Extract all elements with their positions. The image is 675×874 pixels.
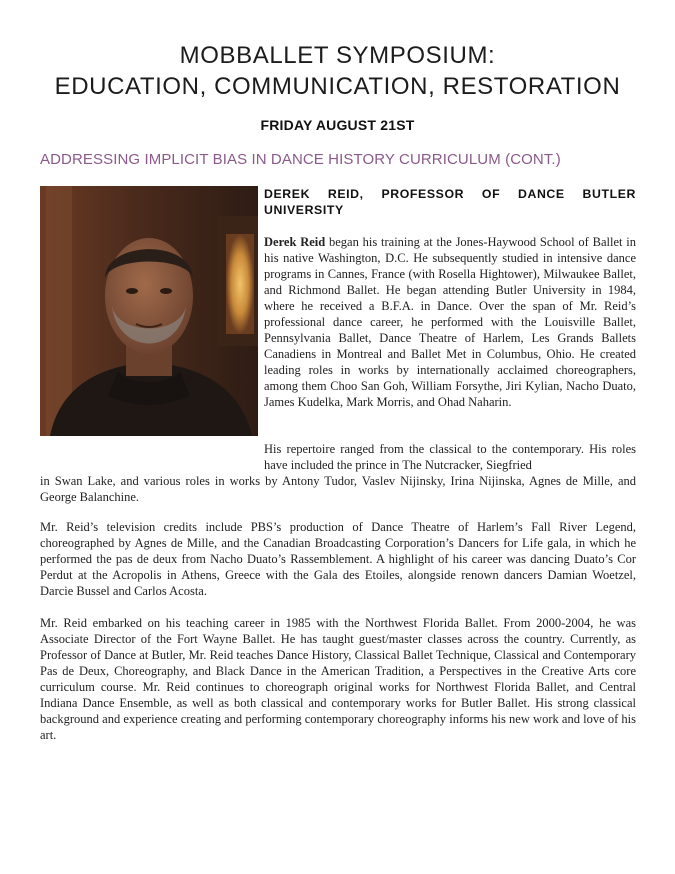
bio-paragraph-4: Mr. Reid embarked on his teaching career in 1985 with the Northwest Florida Ballet. From 2000-2004, he was Associate Director of the Fort Wayne Ballet. He has taught guest/master classes across the country. Currently, as Professor of Dance at Butler, Mr. Reid teaches Dance History, Classical Ballet Technique, Classical and Contemporary Pas de Deux, Choreography, and Black Dance in the American Tradition, a Perspectives in the Creative Arts core curriculum course. Mr. Reid continues to choreograph original works for Northwest Florida Ballet, and Central Indiana Dance Ensemble, as well as both classical and contemporary works for Butler Ballet. His strong classical background and experience creating and performing contemporary choreography informs his new work and love of his art. — [40, 616, 636, 742]
title-line-2: EDUCATION, COMMUNICATION, RESTORATION — [54, 73, 621, 100]
bio-paragraph-2-start: His repertoire ranged from the classical to the contemporary. His roles have included the prince in The Nutcracker, Siegfried — [264, 442, 636, 472]
speaker-portrait — [40, 186, 258, 436]
session-title: ADDRESSING IMPLICIT BIAS IN DANCE HISTORY CURRICULUM (CONT.) — [40, 151, 561, 168]
title-line-1: MOBBALLET SYMPOSIUM: — [179, 42, 496, 69]
bio-paragraph-1 — [264, 234, 636, 410]
bio-paragraph-2-end: in Swan Lake, and various roles in works by Antony Tudor, Vaslev Nijinsky, Irina Nijinska, Agnes de Mille, and George Balanchine. — [40, 474, 636, 504]
speaker-heading: DEREK REID, PROFESSOR OF DANCE BUTLER UNIVERSITY — [264, 187, 636, 217]
speaker-name: Derek Reid — [264, 235, 326, 249]
page-title — [0, 40, 675, 102]
bio-paragraph-1-text: began his training at the Jones-Haywood School of Ballet in his native Washington, D.C. He subsequently studied in intensive dance programs in Cannes, France (with Rosella Hightower), Milwaukee Ballet, and Richmond Ballet. He began attending Butler University in 1984, where he received a B.F.A. in Dance. Over the span of Mr. Reid’s professional dance career, he performed with the Louisville Ballet, Pennsylvania Ballet, Dance Theatre of Harlem, Les Grands Ballets Canadiens in Montreal and Ballet Met in Columbus, Ohio. He created leading roles in works by internationally acclaimed choreographers, among them Choo San Goh, William Forsythe, Jiri Kylian, Nacho Duato, James Kudelka, Mark Morris, and Ohad Naharin. — [264, 235, 637, 409]
event-date: FRIDAY AUGUST 21ST — [260, 117, 415, 133]
bio-paragraph-3: Mr. Reid’s television credits include PBS’s production of Dance Theatre of Harlem’s Fall River Legend, choreographed by Agnes de Mille, and the Canadian Broadcasting Corporation’s Dancers for Life gala, in which he performed the pas de deux from Nacho Duato’s Rassemblement. A highlight of his career was dancing Duato’s Cor Perdut at the Acropolis in Athens, Greece with the Gala des Etoiles, alongside renown dancers Damian Woetzel, Darcie Bussel and Carlos Acosta. — [40, 520, 636, 598]
